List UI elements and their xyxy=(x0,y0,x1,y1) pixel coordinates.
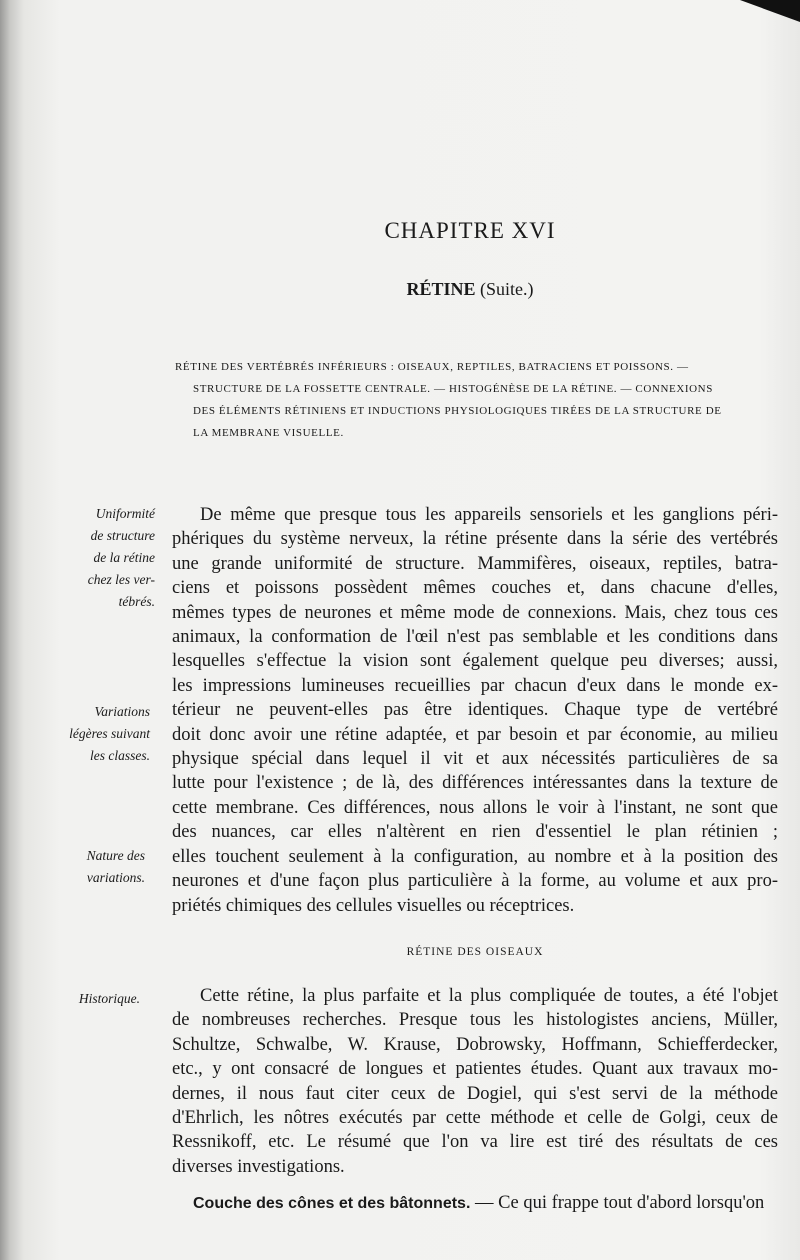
section-heading: RÉTINE DES OISEAUX xyxy=(406,946,544,958)
text-line: phériques du système nerveux, la rétine présente dans la série des vertébrés xyxy=(172,529,778,550)
text-line: diverses investigations. xyxy=(172,1156,345,1177)
text-line: les impressions lumineuses recueillies par chacun d'eux dans le monde ex- xyxy=(172,675,778,696)
text-line: physique spécial dans lequel il vit et aux nécessités particulières de sa xyxy=(172,749,778,770)
margin-note-line: Variations xyxy=(94,704,150,719)
margin-note-historique xyxy=(40,988,140,1010)
margin-note-line: tébrés. xyxy=(118,594,155,609)
paragraph-2 xyxy=(172,984,778,1179)
chapter-summary xyxy=(175,356,780,444)
text-line: Cette rétine, la plus parfaite et la plus compliquée de toutes, a été l'objet xyxy=(200,986,778,1006)
paragraph-1 xyxy=(172,503,778,918)
margin-note-line: de la rétine xyxy=(93,550,155,565)
margin-note-line: légères suivant xyxy=(69,726,150,741)
summary-line: LA MEMBRANE VISUELLE. xyxy=(193,427,344,439)
text-line: lesquelles s'effectue la vision sont également quelque peu diverses; aussi, xyxy=(172,651,778,672)
page-corner-shadow xyxy=(740,0,800,22)
subsection-heading: Couche des cônes et des bâtonnets. xyxy=(193,1195,471,1212)
margin-note-line: variations. xyxy=(86,870,145,885)
margin-note-line: Historique. xyxy=(78,991,140,1006)
text-line: etc., y ont consacré de longues et patientes études. Quant aux travaux mo- xyxy=(172,1059,778,1080)
text-line: animaux, la conformation de l'œil n'est pas semblable et les conditions dans xyxy=(172,627,778,648)
margin-note-variations xyxy=(40,701,150,767)
subtitle-suite: (Suite.) xyxy=(475,279,534,299)
text-line: cette membrane. Ces différences, nous allons le voir à l'instant, ne sont que xyxy=(172,797,778,818)
summary-line: STRUCTURE DE LA FOSSETTE CENTRALE. — HISTOGÉNÈSE DE LA RÉTINE. — CONNEXIONS xyxy=(193,383,713,395)
subtitle-main: RÉTINE xyxy=(406,279,476,299)
text-line: De même que presque tous les appareils sensoriels et les ganglions péri- xyxy=(200,505,778,525)
text-line: une grande uniformité de structure. Mammifères, oiseaux, reptiles, batra- xyxy=(172,553,778,574)
text-line: Schultze, Schwalbe, W. Krause, Dobrowsky, Hoffmann, Schiefferdecker, xyxy=(172,1034,778,1055)
chapter-title: CHAPITRE XVI xyxy=(384,218,556,243)
margin-note-line: Nature des xyxy=(86,848,145,863)
text-line: mêmes types de neurones et même mode de connexions. Mais, chez tous ces xyxy=(172,602,778,623)
chapter-subtitle xyxy=(0,279,800,300)
text-line: des nuances, car elles n'altèrent en rien d'essentiel le plan rétinien ; xyxy=(172,822,778,843)
text-line: térieur ne peuvent-elles pas être identiques. Chaque type de vertébré xyxy=(172,700,778,721)
margin-note-nature xyxy=(40,845,145,889)
margin-note-line: les classes. xyxy=(90,748,150,763)
margin-note-line: de structure xyxy=(90,528,155,543)
text-line: lutte pour l'existence ; de là, des différences intéressantes dans la texture de xyxy=(172,773,778,794)
summary-line: RÉTINE DES VERTÉBRÉS INFÉRIEURS : OISEAUX, REPTILES, BATRACIENS ET POISSONS. — xyxy=(175,361,689,373)
margin-note-line: Uniformité xyxy=(95,506,155,521)
text-line: priétés chimiques des cellules visuelles ou réceptrices. xyxy=(172,895,575,916)
paragraph-3-start xyxy=(193,1193,778,1214)
text-line: elles touchent seulement à la configuration, au nombre et à la position des xyxy=(172,846,778,867)
text-line: dernes, il nous faut citer ceux de Dogiel, qui s'est servi de la méthode xyxy=(172,1083,778,1104)
text-line: — Ce qui frappe tout d'abord lorsqu'on xyxy=(470,1193,765,1213)
text-line: neurones et d'une façon plus particulière à la forme, au volume et aux pro- xyxy=(172,871,778,892)
text-line: ciens et poissons possèdent mêmes couches et, dans chacune d'elles, xyxy=(172,578,778,599)
margin-note-line: chez les ver- xyxy=(87,572,155,587)
text-line: de nombreuses recherches. Presque tous les histologistes anciens, Müller, xyxy=(172,1010,778,1031)
text-line: d'Ehrlich, les nôtres exécutés par cette méthode et celle de Golgi, ceux de xyxy=(172,1108,778,1129)
margin-note-uniformite xyxy=(55,503,155,613)
summary-line: DES ÉLÉMENTS RÉTINIENS ET INDUCTIONS PHYSIOLOGIQUES TIRÉES DE LA STRUCTURE DE xyxy=(193,405,722,417)
text-line: Ressnikoff, etc. Le résumé que l'on va lire est tiré des résultats de ces xyxy=(172,1132,778,1153)
text-line: doit donc avoir une rétine adaptée, et par besoin et par économie, au milieu xyxy=(172,724,778,745)
